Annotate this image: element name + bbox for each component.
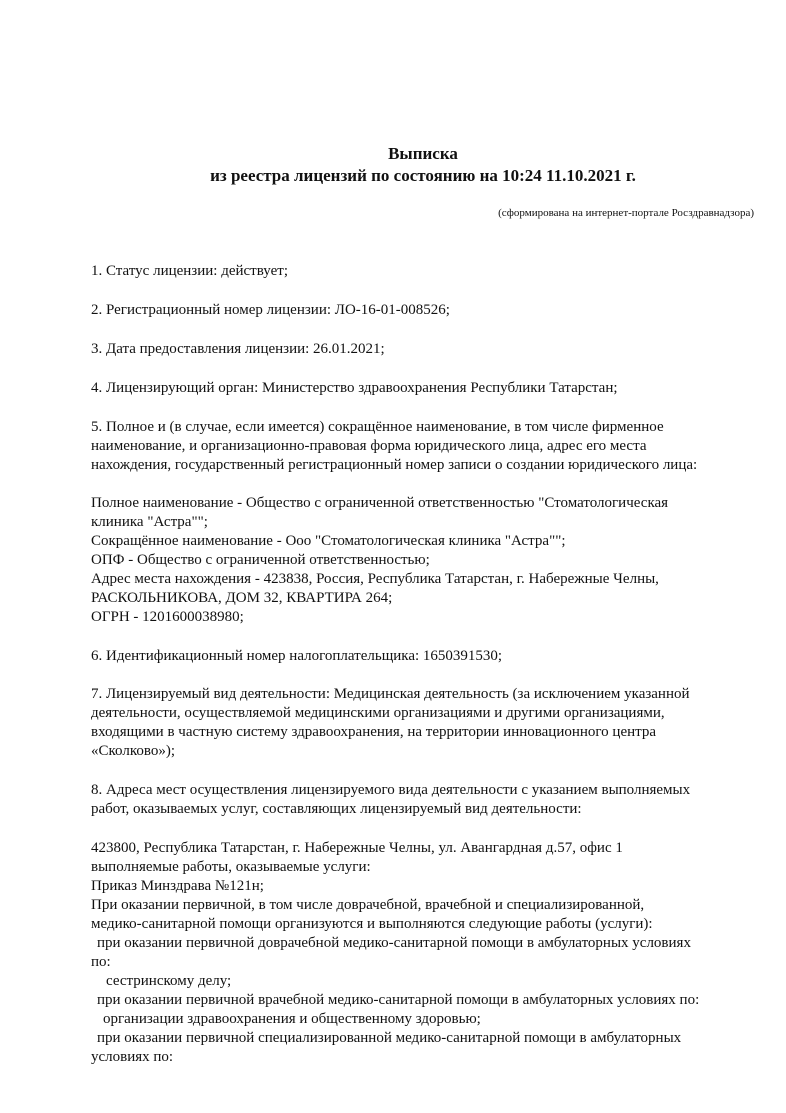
address-line: выполняемые работы, оказываемые услуги: bbox=[91, 859, 371, 875]
inn-line: 6. Идентификационный номер налогоплательщика: 1650391530; bbox=[91, 648, 503, 664]
address-line: При оказании первичной, в том числе доврачебной, врачебной и специализированной, bbox=[91, 897, 645, 913]
document-subtitle: из реестра лицензий по состоянию на 10:24 11.10.2021 г. bbox=[210, 166, 636, 185]
address-line: по: bbox=[91, 954, 111, 970]
issue-date: 3. Дата предоставления лицензии: 26.01.2021; bbox=[91, 341, 385, 357]
address-line: при оказании первичной врачебной медико-санитарной помощи в амбулаторных условиях по: bbox=[97, 992, 700, 1008]
item5-line: 5. Полное и (в случае, если имеется) сокращённое наименование, в том числе фирменное bbox=[91, 419, 664, 435]
document-title: Выписка bbox=[388, 144, 458, 163]
item7-line: 7. Лицензируемый вид деятельности: Медицинская деятельность (за исключением указанной bbox=[91, 686, 690, 702]
org-line: Сокращённое наименование - Ооо "Стоматологическая клиника "Астра""; bbox=[91, 533, 566, 549]
registration-number: 2. Регистрационный номер лицензии: ЛО-16-01-008526; bbox=[91, 302, 450, 318]
item8-line: работ, оказываемых услуг, составляющих лицензируемый вид деятельности: bbox=[91, 801, 582, 817]
address-line: при оказании первичной специализированной медико-санитарной помощи в амбулаторных bbox=[97, 1030, 682, 1046]
item7-line: входящими в частную систему здравоохранения, на территории инновационного центра bbox=[91, 724, 657, 740]
org-line: Адрес места нахождения - 423838, Россия, Республика Татарстан, г. Набережные Челны, bbox=[91, 571, 659, 587]
item7-line: деятельности, осуществляемой медицинскими организациями и другими организациями, bbox=[91, 705, 665, 721]
address-line: 423800, Республика Татарстан, г. Набережные Челны, ул. Авангардная д.57, офис 1 bbox=[91, 840, 623, 856]
licensing-authority: 4. Лицензирующий орган: Министерство здравоохранения Республики Татарстан; bbox=[91, 380, 618, 396]
org-line: РАСКОЛЬНИКОВА, ДОМ 32, КВАРТИРА 264; bbox=[91, 590, 393, 606]
org-line: Полное наименование - Общество с ограниченной ответственностью "Стоматологическая bbox=[91, 495, 669, 511]
license-status: 1. Статус лицензии: действует; bbox=[91, 263, 288, 279]
address-line: организации здравоохранения и общественному здоровью; bbox=[103, 1011, 481, 1027]
address-line: Приказ Минздрава №121н; bbox=[91, 878, 264, 894]
address-line: медико-санитарной помощи организуются и выполняются следующие работы (услуги): bbox=[91, 916, 653, 932]
address-line: сестринскому делу; bbox=[106, 973, 232, 989]
item7-line: «Сколково»); bbox=[91, 743, 175, 759]
org-line: ОГРН - 1201600038980; bbox=[91, 609, 244, 625]
address-line: при оказании первичной доврачебной медико-санитарной помощи в амбулаторных условиях bbox=[97, 935, 691, 951]
item8-line: 8. Адреса мест осуществления лицензируемого вида деятельности с указанием выполняемых bbox=[91, 782, 691, 798]
item5-line: нахождения, государственный регистрационный номер записи о создании юридического лица: bbox=[91, 457, 698, 473]
org-line: клиника "Астра""; bbox=[91, 514, 208, 530]
source-note: (сформирована на интернет-портале Росздравнадзора) bbox=[498, 207, 754, 219]
address-line: условиях по: bbox=[91, 1049, 174, 1065]
org-line: ОПФ - Общество с ограниченной ответственностью; bbox=[91, 552, 430, 568]
item5-line: наименование, и организационно-правовая форма юридического лица, адрес его места bbox=[91, 438, 647, 454]
